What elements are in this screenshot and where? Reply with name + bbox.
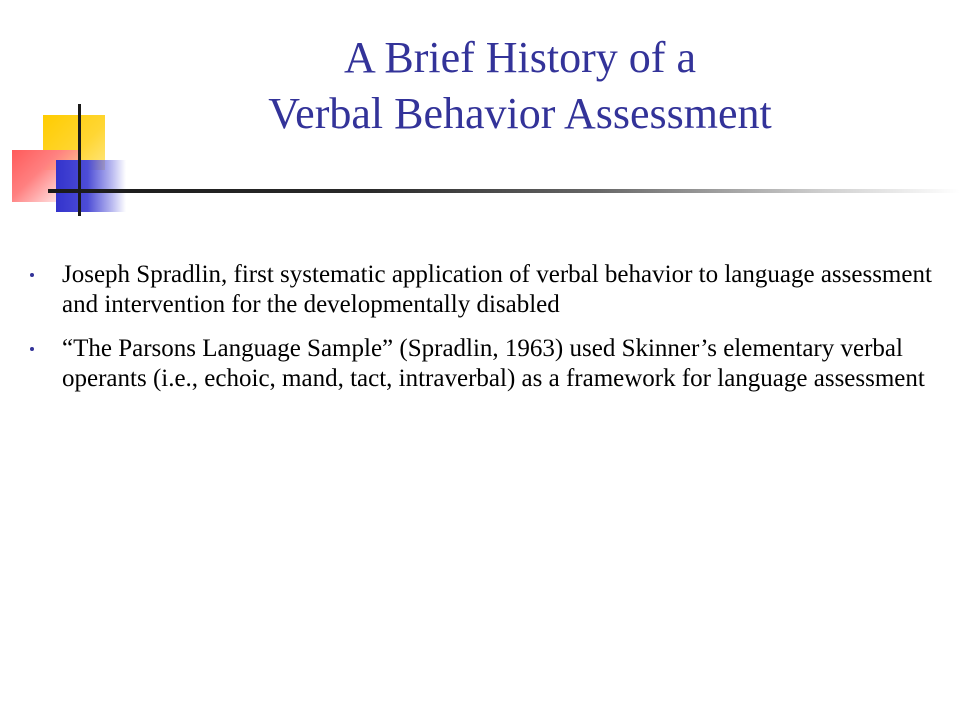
bullet-item-spradlin — [30, 260, 940, 320]
title-line-1: A Brief History of a — [344, 33, 696, 82]
slide-title — [150, 30, 890, 142]
bullet-dot-icon — [30, 273, 34, 277]
blue-square-decoration — [56, 160, 126, 212]
bullet-dot-icon — [30, 347, 34, 351]
bullet-item-parsons — [30, 334, 940, 394]
bullet-text: Joseph Spradlin, first systematic application of verbal behavior to language assessment and intervention for the developmentally disabled — [62, 261, 932, 318]
vertical-rule-decoration — [78, 104, 81, 216]
bullet-list — [30, 260, 940, 408]
bullet-text: “The Parsons Language Sample” (Spradlin, 1963) used Skinner’s elementary verbal operants (i.e., echoic, mand, tact, intraverbal) as a framework for language assessment — [62, 335, 925, 392]
title-line-2: Verbal Behavior Assessment — [268, 89, 772, 138]
horizontal-rule-decoration — [48, 189, 960, 193]
